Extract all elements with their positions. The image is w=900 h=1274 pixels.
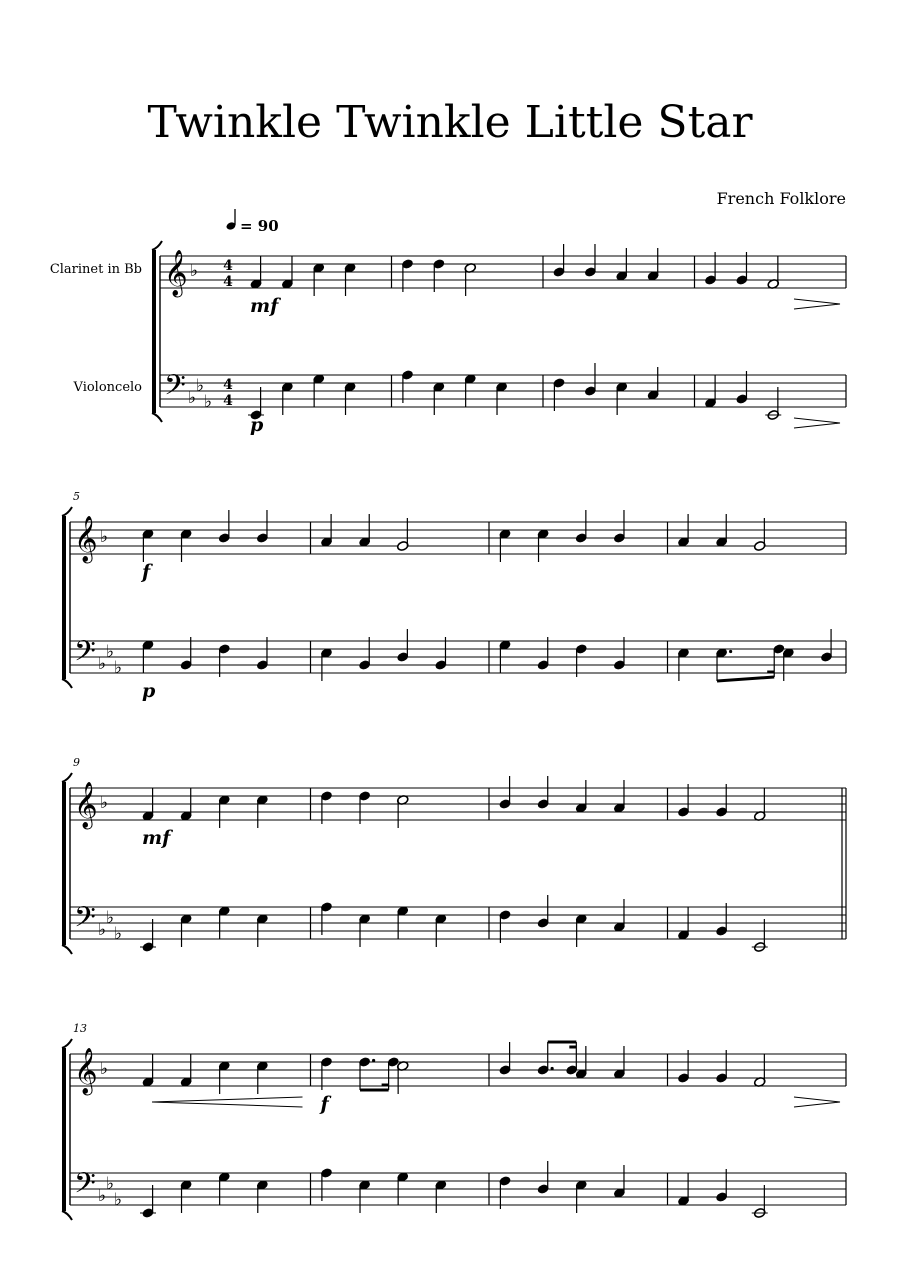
treble-clef-icon: 𝄞 xyxy=(74,516,98,562)
time-signature-numerator: 4 xyxy=(223,377,233,393)
tempo-text: = 90 xyxy=(240,217,279,235)
flat-icon: ♭ xyxy=(190,261,199,281)
dynamic-marking: mf xyxy=(250,295,279,317)
beam xyxy=(717,677,774,681)
dynamic-marking: f xyxy=(142,561,151,583)
flat-icon: ♭ xyxy=(106,642,115,662)
flat-icon: ♭ xyxy=(98,1186,107,1206)
measure-number-9: 9 xyxy=(73,756,80,769)
flat-icon: ♭ xyxy=(114,924,123,944)
dynamic-marking: mf xyxy=(142,827,171,849)
dynamic-marking: p xyxy=(250,414,264,436)
bass-clef-icon: 𝄢 xyxy=(74,901,96,941)
instrument-name-clarinet: Clarinet in Bb xyxy=(49,262,142,277)
flat-icon: ♭ xyxy=(204,392,213,412)
flat-icon: ♭ xyxy=(100,1059,109,1079)
system-bracket xyxy=(62,1048,66,1211)
treble-clef-icon: 𝄞 xyxy=(74,782,98,828)
flat-icon: ♭ xyxy=(106,1174,115,1194)
decrescendo-hairpin xyxy=(794,418,840,428)
system-bracket xyxy=(62,782,66,945)
bracket-bottom-curl xyxy=(62,945,72,954)
decrescendo-hairpin xyxy=(794,299,840,309)
flat-icon: ♭ xyxy=(98,654,107,674)
time-signature-numerator: 4 xyxy=(223,258,233,274)
composer-credit: French Folklore xyxy=(716,189,846,208)
bracket-top-curl xyxy=(62,507,72,516)
flat-icon: ♭ xyxy=(114,1190,123,1210)
dot xyxy=(729,650,732,653)
dot xyxy=(372,1059,375,1062)
flat-icon: ♭ xyxy=(100,793,109,813)
measure-number-13: 13 xyxy=(73,1022,87,1035)
tempo-marking xyxy=(226,209,279,235)
bracket-top-curl xyxy=(152,241,162,250)
flat-icon: ♭ xyxy=(114,658,123,678)
treble-clef-icon: 𝄞 xyxy=(164,250,188,296)
system-bracket xyxy=(62,516,66,679)
measure-number-5: 5 xyxy=(73,490,80,503)
instrument-name-cello: Violoncelo xyxy=(73,380,142,395)
flat-icon: ♭ xyxy=(188,388,197,408)
dynamic-marking: p xyxy=(142,680,156,702)
bass-clef-icon: 𝄢 xyxy=(164,369,186,409)
dot xyxy=(551,1067,554,1070)
bracket-top-curl xyxy=(62,1039,72,1048)
time-signature-denominator: 4 xyxy=(223,274,233,290)
bracket-bottom-curl xyxy=(152,413,162,422)
decrescendo-hairpin xyxy=(794,1097,840,1107)
bass-clef-icon: 𝄢 xyxy=(74,635,96,675)
score-title: Twinkle Twinkle Little Star xyxy=(147,97,753,148)
bass-clef-icon: 𝄢 xyxy=(74,1167,96,1207)
flat-icon: ♭ xyxy=(106,908,115,928)
bracket-bottom-curl xyxy=(62,679,72,688)
time-signature-denominator: 4 xyxy=(223,393,233,409)
flat-icon: ♭ xyxy=(100,527,109,547)
flat-icon: ♭ xyxy=(196,376,205,396)
treble-clef-icon: 𝄞 xyxy=(74,1048,98,1094)
system-bracket xyxy=(152,250,156,413)
music-notation xyxy=(62,241,846,1220)
bracket-bottom-curl xyxy=(62,1211,72,1220)
dynamic-marking: f xyxy=(320,1093,329,1115)
bracket-top-curl xyxy=(62,773,72,782)
flat-icon: ♭ xyxy=(98,920,107,940)
crescendo-hairpin xyxy=(152,1097,303,1107)
